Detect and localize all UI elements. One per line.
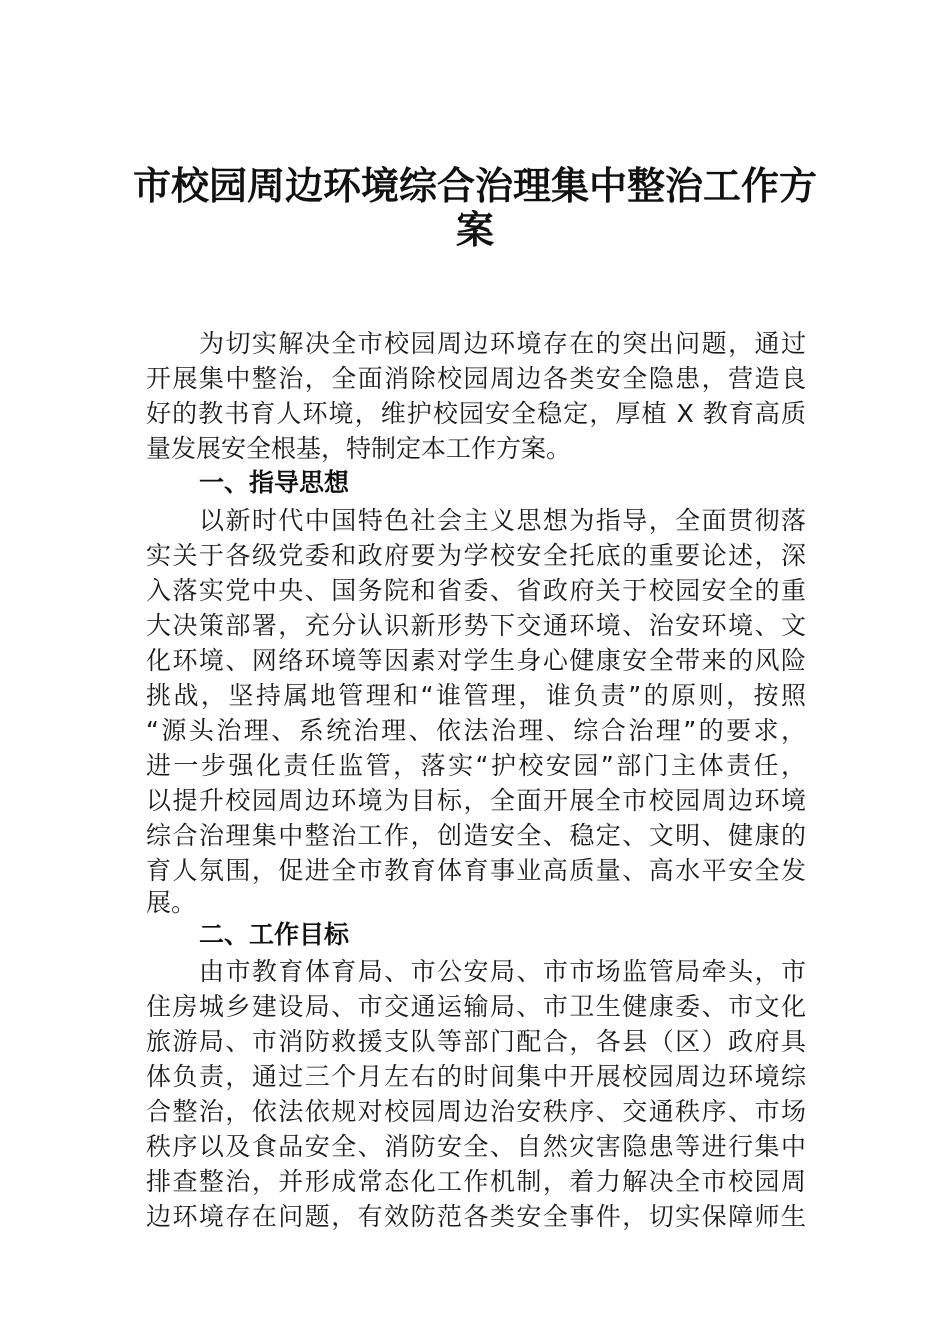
intro-line: 为切实解决全市校园周边环境存在的突出问题，通过 — [199, 329, 806, 358]
section1-line: 挑战，坚持属地管理和“谁管理，谁负责”的原则，按照 — [146, 681, 806, 710]
section1-line: 展。 — [146, 888, 197, 917]
section1-line: 化环境、网络环境等因素对学生身心健康安全带来的风险 — [146, 646, 806, 675]
section1-line: 育人氛围，促进全市教育体育事业高质量、高水平安全发 — [146, 856, 806, 885]
section2-line: 旅游局、市消防救援支队等部门配合，各县（区）政府具 — [146, 1027, 806, 1056]
document-title-line-2: 案 — [455, 207, 494, 252]
intro-line: 好的教书育人环境，维护校园安全稳定，厚植 X 教育高质 — [146, 399, 806, 428]
section2-line: 合整治，依法依规对校园周边治安秩序、交通秩序、市场 — [146, 1097, 806, 1126]
section-heading-1: 一、指导思想 — [199, 468, 350, 497]
section2-line: 由市教育体育局、市公安局、市市场监管局牵头，市 — [199, 957, 806, 986]
section1-line: 以提升校园周边环境为目标，全面开展全市校园周边环境 — [146, 786, 806, 815]
section1-line: 入落实党中央、国务院和省委、省政府关于校园安全的重 — [146, 576, 806, 605]
section1-line: 综合治理集中整治工作，创造安全、稳定、文明、健康的 — [146, 821, 806, 850]
document-title-line-1: 市校园周边环境综合治理集中整治工作方 — [132, 163, 817, 208]
section1-line: 实关于各级党委和政府要为学校安全托底的重要论述，深 — [146, 541, 806, 570]
section2-line: 边环境存在问题，有效防范各类安全事件，切实保障师生 — [146, 1202, 806, 1231]
section2-line: 秩序以及食品安全、消防安全、自然灾害隐患等进行集中 — [146, 1132, 806, 1161]
intro-line: 量发展安全根基，特制定本工作方案。 — [146, 434, 572, 463]
section2-line: 住房城乡建设局、市交通运输局、市卫生健康委、市文化 — [146, 992, 806, 1021]
section2-line: 排查整治，并形成常态化工作机制，着力解决全市校园周 — [146, 1167, 806, 1196]
section1-line: “源头治理、系统治理、依法治理、综合治理”的要求， — [146, 716, 806, 745]
section2-line: 体负责，通过三个月左右的时间集中开展校园周边环境综 — [146, 1062, 806, 1091]
intro-line: 开展集中整治，全面消除校园周边各类安全隐患，营造良 — [146, 364, 806, 393]
section1-line: 大决策部署，充分认识新形势下交通环境、治安环境、文 — [146, 611, 806, 640]
section1-line: 进一步强化责任监管，落实“护校安园”部门主体责任， — [146, 751, 806, 780]
section-heading-2: 二、工作目标 — [199, 920, 350, 949]
section1-line: 以新时代中国特色社会主义思想为指导，全面贯彻落 — [199, 506, 806, 535]
